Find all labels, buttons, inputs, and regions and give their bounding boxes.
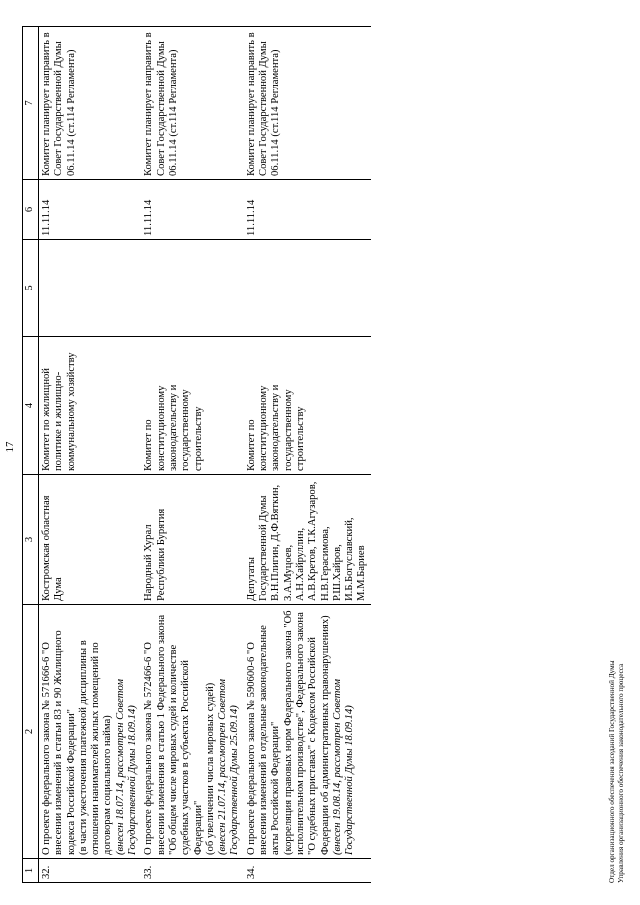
column-5-cell xyxy=(141,240,243,337)
footer-line-directorate: Управления организационного обеспечения законодательного процесса xyxy=(617,663,625,883)
bill-title: О проекте федерального закона № 571666-6 "О внесении изменений в статьи 83 и 90 Жилищного кодекса Российской Федерации" xyxy=(41,630,77,855)
bill-description xyxy=(244,605,371,859)
column-header-7: 7 xyxy=(23,27,39,180)
column-header-1: 1 xyxy=(23,859,39,883)
bill-detail: (корреляция правовых норм Федерального закона "Об исполнительном производстве", Федерального закона "О судебных приставах" с Кодексом Российской Федерации об административных правонарушениях) xyxy=(282,610,331,855)
bill-note: (внесен 19.08.14, рассмотрен Советом Государственной Думы 18.09.14) xyxy=(331,679,356,855)
column-header-3: 3 xyxy=(23,475,39,605)
committee-plan: Комитет планирует направить в Совет Государственной Думы 06.11.14 (ст.114 Регламента) xyxy=(244,27,371,180)
row-number: 34. xyxy=(244,859,371,883)
bill-note: (внесен 21.07.14, рассмотрен Советом Государственной Думы 25.09.14) xyxy=(217,679,241,855)
column-header-4: 4 xyxy=(23,337,39,475)
footer-line-department: Отдел организационного обеспечения заседаний Государственной Думы xyxy=(608,660,616,883)
column-header-5: 5 xyxy=(23,240,39,337)
bill-description xyxy=(39,605,142,859)
page-number: 17 xyxy=(4,441,16,453)
column-number-header-row xyxy=(23,27,39,883)
bills-table xyxy=(22,26,371,883)
row-number: 32. xyxy=(39,859,142,883)
column-header-2: 2 xyxy=(23,605,39,859)
responsible-committee: Комитет по жилищной политике и жилищно-коммунальному хозяйству xyxy=(39,337,142,475)
bill-title: О проекте федерального закона № 590600-6 "О внесении изменений в отдельные законодательные акты Российской Федерации" xyxy=(245,625,282,855)
column-5-cell xyxy=(244,240,371,337)
review-date: 11.11.14 xyxy=(244,180,371,240)
bill-description xyxy=(141,605,243,859)
bill-initiator: Народный Хурал Республики Бурятия xyxy=(141,475,243,605)
row-number: 33. xyxy=(141,859,243,883)
review-date: 11.11.14 xyxy=(141,180,243,240)
table-row xyxy=(244,27,371,883)
bill-note: (внесен 18.07.14, рассмотрен Советом Государственной Думы 18.09.14) xyxy=(114,679,139,855)
bill-initiator: Костромская областная Дума xyxy=(39,475,142,605)
bill-detail: (в части ужесточения платежной дисциплины в отношении нанимателей жилых помещений по договорам социального найма) xyxy=(77,640,114,855)
column-header-6: 6 xyxy=(23,180,39,240)
responsible-committee: Комитет по конституционному законодательству и государственному строительству xyxy=(141,337,243,475)
bill-initiator: Депутаты Государственной Думы В.Н.Плигин, Д.Ф.Вяткин, З.А.Муцоев, А.Н.Хайруллин, А.В.Кретов, Т.К.Агузаров, Н.В.Герасимова, Р.Ш.Хайров, И.Б.Богуславский, М.М.Бариев xyxy=(244,475,371,605)
committee-plan: Комитет планирует направить в Совет Государственной Думы 06.11.14 (ст.114 Регламента) xyxy=(39,27,142,180)
bill-detail: (об увеличении числа мировых судей) xyxy=(204,682,216,855)
responsible-committee: Комитет по конституционному законодательству и государственному строительству xyxy=(244,337,371,475)
column-5-cell xyxy=(39,240,142,337)
table-row xyxy=(141,27,243,883)
committee-plan: Комитет планирует направить в Совет Государственной Думы 06.11.14 (ст.114 Регламента) xyxy=(141,27,243,180)
bill-title: О проекте федерального закона № 572466-6 "О внесении изменения в статью 1 Федерального закона "Об общем числе мировых судей и количестве судебных участков в субъектах Российской Федерации" xyxy=(143,614,204,855)
page-footer xyxy=(608,660,626,883)
table-row xyxy=(39,27,142,883)
review-date: 11.11.14 xyxy=(39,180,142,240)
